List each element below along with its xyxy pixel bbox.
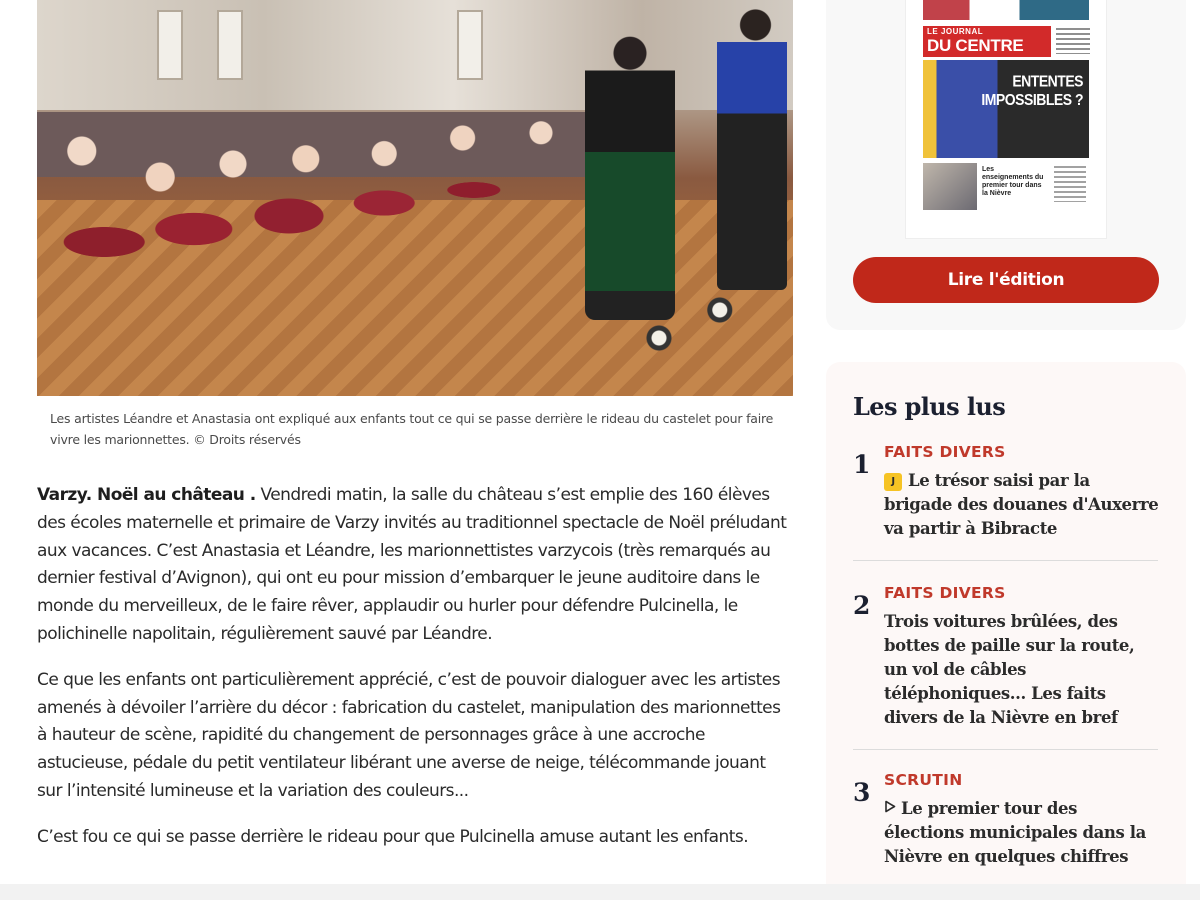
divider [853,749,1158,750]
category-label[interactable]: FAITS DIVERS [884,443,1006,461]
cover-masthead [923,26,1051,57]
most-read-item-content [884,770,1159,869]
rank-number: 3 [853,778,871,807]
article-paragraph-text: Vendredi matin, la salle du château s’est emplie des 160 élèves des écoles maternelle et primaire de Varzy invités au traditionnel spectacle de Noël préludant aux vacances. C’est Anastasia et Léandre, les marionnettistes varzycois (très remarqués au dernier festival d’Avignon), qui ont eu pour mission d’embarquer le jeune auditoire dans le monde du merveilleux, de le faire rêver, applaudir ou hurler pour défendre Pulcinella, le polichinelle napolitain, régulièrement sauvé par Léandre. [37,485,787,644]
most-read-headline[interactable]: Trois voitures brûlées, des bottes de paille sur la route, un vol de câbles téléphoniques... Les faits divers de la Nièvre en bref [884,612,1135,727]
article-figure [37,0,793,450]
photo-stage-lights [627,290,787,370]
most-read-headline[interactable] [884,797,1159,869]
bottom-bar [0,884,1200,900]
most-read-item-content [884,442,1159,541]
rank-number: 2 [853,591,871,620]
premium-j-badge-icon: J [884,473,902,491]
cover-sub-headline: Les enseignements du premier tour dans la Nièvre [982,166,1044,197]
photo-performer-anastasia [585,30,675,320]
article-photo[interactable] [37,0,793,396]
edition-card [826,0,1186,330]
photo-performer-leandre [717,5,787,290]
newspaper-cover[interactable] [906,0,1106,238]
most-read-title: Les plus lus [853,392,1006,421]
most-read-card [826,362,1186,900]
headline-text: Le premier tour des élections municipales dans la Nièvre en quelques chiffres [884,799,1146,866]
article-paragraph [37,482,793,649]
cover-side-note [1056,28,1090,54]
read-edition-button[interactable]: Lire l'édition [853,257,1159,303]
article-paragraph: Ce que les enfants ont particulièrement apprécié, c’est de pouvoir dialoguer avec les artistes amenés à dévoiler l’arrière du décor : fabrication du castelet, manipulation des marionnettes à hauteur de scène, rapidité du changement de personnages grâce à une accroche astucieuse, pédale du petit ventilateur libérant une averse de neige, télécommande jouant sur l’intensité lumineuse et la variation des couleurs... [37,669,781,801]
article-body [37,482,793,852]
category-label[interactable]: SCRUTIN [884,771,963,789]
headline-text: Le trésor saisi par la brigade des douanes d'Auxerre va partir à Bibracte [884,471,1159,538]
cover-bottom-note [1054,166,1086,202]
most-read-headline[interactable] [884,469,1159,541]
cover-headline: ENTENTES IMPOSSIBLES ? [981,71,1083,109]
cover-hero-image [923,60,1089,158]
most-read-item[interactable] [853,442,1159,561]
photo-audience [37,60,597,320]
most-read-item[interactable] [853,770,1159,869]
cover-top-strip [923,0,1089,20]
article-paragraph: C’est fou ce qui se passe derrière le rideau pour que Pulcinella amuse autant les enfants. [37,826,749,847]
most-read-item-content [884,583,1159,730]
category-label[interactable]: FAITS DIVERS [884,584,1006,602]
video-play-icon [884,800,896,813]
masthead-line1: LE JOURNAL [927,27,984,36]
article-lead: Varzy. Noël au château . [37,485,256,505]
article [37,0,793,870]
most-read-item[interactable] [853,583,1159,750]
cover-bottom-image [923,163,977,210]
photo-caption: Les artistes Léandre et Anastasia ont expliqué aux enfants tout ce qui se passe derrière le rideau du castelet pour faire vivre les marionnettes. © Droits réservés [50,411,774,447]
masthead-line2: DU CENTRE [927,36,1024,55]
rank-number: 1 [853,450,871,479]
divider [853,560,1158,561]
